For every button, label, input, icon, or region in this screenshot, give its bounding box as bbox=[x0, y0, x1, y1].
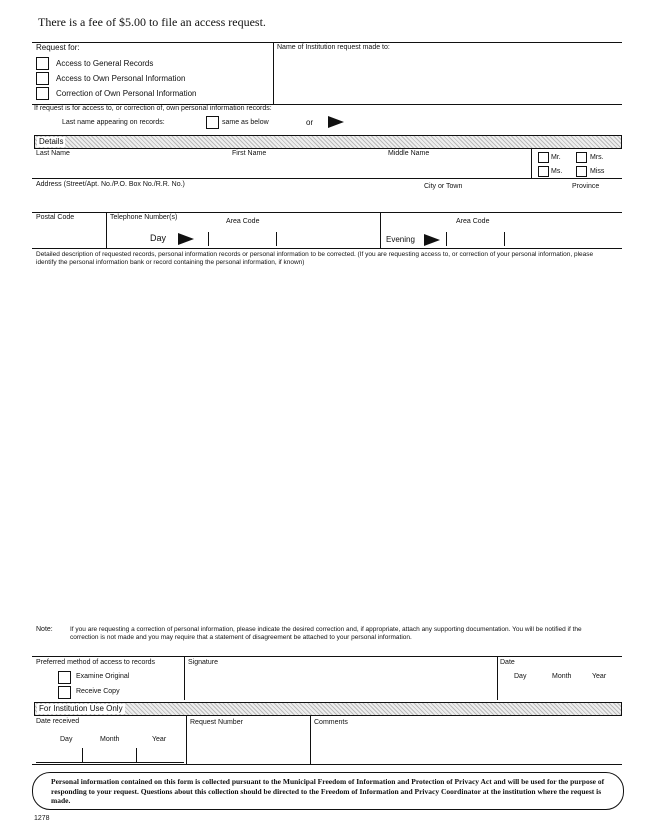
last-name-on-records-label: Last name appearing on records: bbox=[62, 119, 165, 126]
postal-code-label: Postal Code bbox=[36, 214, 75, 221]
rule bbox=[32, 42, 622, 43]
fee-notice: There is a fee of $5.00 to file an access request. bbox=[38, 15, 266, 29]
request-number-label: Request Number bbox=[190, 719, 243, 726]
day-phone-label: Day bbox=[150, 233, 167, 243]
institution-use-section-bar bbox=[34, 702, 622, 716]
ms-label: Ms. bbox=[551, 168, 563, 175]
rule bbox=[208, 232, 209, 246]
privacy-notice-box bbox=[32, 772, 624, 810]
last-name-label: Last Name bbox=[36, 150, 70, 157]
date-month-label: Month bbox=[552, 673, 572, 680]
access-own-personal-info-checkbox[interactable] bbox=[36, 72, 49, 85]
address-label: Address (Street/Apt. No./P.O. Box No./R.R. No.) bbox=[36, 181, 185, 188]
institution-use-section-title: For Institution Use Only bbox=[39, 704, 123, 713]
rule bbox=[504, 232, 505, 246]
date-label: Date bbox=[500, 659, 515, 666]
rule bbox=[310, 716, 311, 764]
note-text: If you are requesting a correction of personal information, please indicate the desired correction and, if appropriate, attach any supporting documentation. You will be notified if the correction is not made and you may require that a statement of disagreement be attached to your personal information. bbox=[70, 626, 582, 641]
miss-checkbox[interactable] bbox=[576, 166, 587, 177]
privacy-notice-text: Personal information contained on this form is collected pursuant to the Municipal Freedom of Information and Protection of Privacy Act and will be used for the purpose of responding to your request. Questions about this collection should be directed to the Freedom of Information and Privacy Coordinator at the institution where the request is made. bbox=[51, 777, 605, 805]
note-label: Note: bbox=[36, 626, 53, 633]
mr-checkbox[interactable] bbox=[538, 152, 549, 163]
institution-label: Name of Institution request made to: bbox=[277, 44, 390, 51]
examine-original-label: Examine Original bbox=[76, 673, 130, 680]
rule bbox=[82, 748, 83, 762]
received-month-label: Month bbox=[100, 736, 120, 743]
access-method-label: Preferred method of access to records bbox=[36, 659, 156, 666]
access-general-records-checkbox[interactable] bbox=[36, 57, 49, 70]
description-instructions: Detailed description of requested records, personal information records or personal information to be corrected. (If you are requesting access to, or correction of your personal information, please identify the personal information bank or record containing the personal information, if known) bbox=[36, 251, 594, 266]
first-name-label: First Name bbox=[232, 150, 267, 157]
mrs-checkbox[interactable] bbox=[576, 152, 587, 163]
miss-label: Miss bbox=[590, 168, 605, 175]
examine-original-checkbox[interactable] bbox=[58, 671, 71, 684]
rule bbox=[32, 212, 622, 213]
rule bbox=[136, 748, 137, 762]
arrow-right-icon bbox=[328, 116, 344, 128]
rule bbox=[531, 148, 532, 178]
rule bbox=[32, 656, 622, 657]
request-for-label: Request for: bbox=[36, 43, 80, 52]
date-received-label: Date received bbox=[36, 718, 80, 725]
rule bbox=[276, 232, 277, 246]
or-label: or bbox=[306, 118, 314, 127]
rule bbox=[106, 212, 107, 248]
rule bbox=[446, 232, 447, 246]
rule bbox=[186, 716, 187, 764]
rule bbox=[32, 178, 622, 179]
same-as-below-checkbox[interactable] bbox=[206, 116, 219, 129]
signature-label: Signature bbox=[188, 659, 218, 666]
receive-copy-label: Receive Copy bbox=[76, 688, 120, 695]
ms-checkbox[interactable] bbox=[538, 166, 549, 177]
date-year-label: Year bbox=[592, 673, 607, 680]
details-section-title: Details bbox=[39, 137, 64, 146]
signature-field[interactable] bbox=[188, 670, 493, 698]
rule bbox=[273, 42, 274, 104]
correction-own-personal-info-checkbox[interactable] bbox=[36, 87, 49, 100]
access-general-records-label: Access to General Records bbox=[56, 59, 154, 68]
correction-own-personal-info-label: Correction of Own Personal Information bbox=[56, 89, 197, 98]
rule bbox=[380, 212, 381, 248]
received-year-label: Year bbox=[152, 736, 167, 743]
comments-label: Comments bbox=[314, 719, 348, 726]
arrow-right-icon bbox=[178, 233, 194, 245]
mrs-label: Mrs. bbox=[590, 154, 604, 161]
description-area[interactable] bbox=[36, 276, 620, 616]
details-section-bar bbox=[34, 135, 622, 149]
date-day-label: Day bbox=[514, 673, 527, 680]
area-code-1-label: Area Code bbox=[226, 218, 260, 225]
rule bbox=[184, 656, 185, 700]
personal-records-note: If request is for access to, or correction of, own personal information records: bbox=[34, 105, 272, 112]
same-as-below-label: same as below bbox=[222, 119, 269, 126]
mr-label: Mr. bbox=[551, 154, 561, 161]
evening-phone-label: Evening bbox=[386, 235, 415, 244]
rule bbox=[36, 762, 184, 763]
arrow-right-icon bbox=[424, 234, 440, 246]
area-code-2-label: Area Code bbox=[456, 218, 490, 225]
rule bbox=[497, 656, 498, 700]
form-number: 1278 bbox=[34, 815, 50, 822]
access-own-personal-info-label: Access to Own Personal Information bbox=[56, 74, 186, 83]
city-label: City or Town bbox=[424, 183, 463, 190]
rule bbox=[32, 248, 622, 249]
middle-name-label: Middle Name bbox=[388, 150, 430, 157]
rule bbox=[32, 764, 622, 765]
receive-copy-checkbox[interactable] bbox=[58, 686, 71, 699]
received-day-label: Day bbox=[60, 736, 73, 743]
telephone-label: Telephone Number(s) bbox=[110, 214, 178, 221]
province-label: Province bbox=[572, 183, 600, 190]
